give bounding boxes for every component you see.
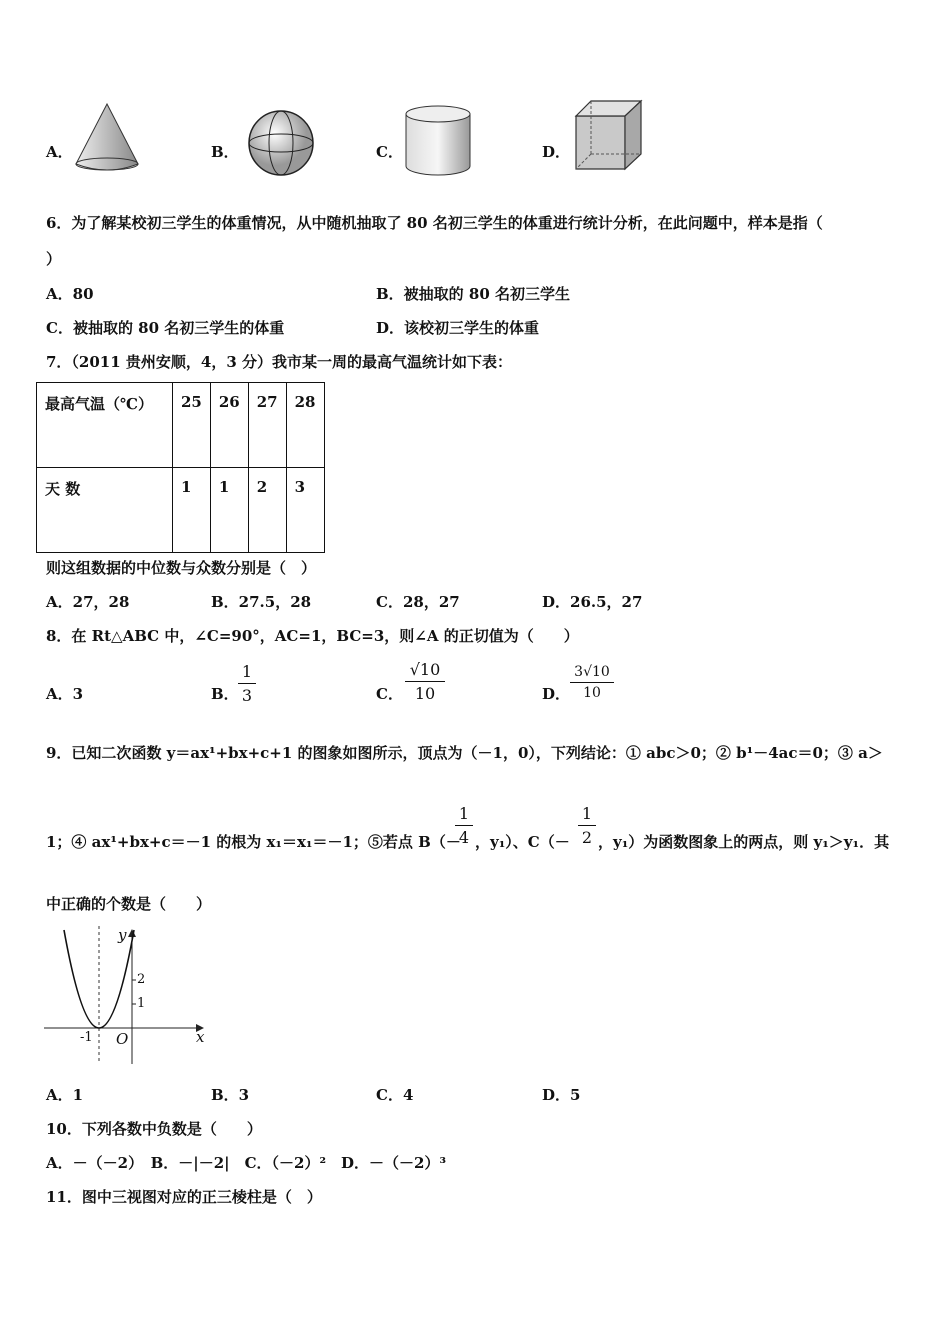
table-cell-temp: 25 (173, 383, 211, 468)
fraction-numerator: 3√10 (574, 664, 610, 680)
graph-x-label: x (196, 1028, 205, 1046)
table-cell-temp: 27 (248, 383, 286, 468)
q9-line2-part1: 1；④ ax¹+bx+c＝－1 的根为 x₁＝x₁＝－1；⑤若点 B（－ (46, 833, 461, 851)
fraction-denominator: 10 (414, 684, 436, 703)
graph-tick-x-minus1: -1 (80, 1030, 93, 1045)
graph-tick-y1: 1 (137, 996, 146, 1011)
q8-option-d-fraction (570, 664, 614, 701)
q7-option-d: D．26.5，27 (542, 593, 643, 611)
q7-option-c: C．28，27 (376, 593, 460, 611)
q6-stem-line1: 6．为了解某校初三学生的体重情况，从中随机抽取了 80 名初三学生的体重进行统计分析，在此问题中，样本是指（ (46, 214, 823, 232)
graph-y-label: y (118, 926, 127, 944)
sphere-figure (245, 108, 317, 178)
table-header-temperature: 最高气温（℃） (37, 383, 173, 468)
q9-line2-part2: ，y₁）、C（－ (475, 833, 570, 851)
fraction-numerator: 1 (458, 804, 470, 823)
table-cell-temp: 26 (210, 383, 248, 468)
table-cell-days: 1 (210, 468, 248, 553)
q5-option-c-label: C． (376, 143, 403, 161)
q9-fraction-half (578, 804, 596, 847)
q9-line3: 中正确的个数是（ ） (46, 895, 212, 913)
fraction-denominator: 10 (583, 685, 601, 701)
q10-options: A．－（－2） B．－|－2| C．（－2）² D．－（－2）³ (46, 1154, 447, 1172)
q5-option-d-label: D． (542, 143, 571, 161)
q8-option-d-label: D． (542, 685, 571, 703)
q6-option-b: B．被抽取的 80 名初三学生 (376, 285, 570, 303)
q6-stem-line2: ） (46, 250, 62, 268)
q8-stem: 8．在 Rt△ABC 中，∠C=90°，AC=1，BC=3，则∠A 的正切值为（ ） (46, 627, 579, 645)
q5-option-b-label: B． (211, 143, 239, 161)
fraction-denominator: 2 (581, 828, 593, 847)
q8-option-a: A．3 (46, 685, 84, 703)
fraction-numerator: √10 (409, 660, 441, 679)
table-cell-days: 1 (173, 468, 211, 553)
graph-origin-label: O (116, 1030, 129, 1048)
table-cell-days: 2 (248, 468, 286, 553)
fraction-denominator: 3 (241, 686, 253, 705)
q7-option-a: A．27，28 (46, 593, 130, 611)
q8-option-b-label: B． (211, 685, 239, 703)
graph-tick-y2: 2 (137, 972, 146, 987)
q6-option-c: C．被抽取的 80 名初三学生的体重 (46, 319, 285, 337)
q8-option-c-label: C． (376, 685, 403, 703)
cube-figure (573, 98, 645, 172)
cone-figure (72, 100, 142, 176)
q7-stem: 7．（2011 贵州安顺，4，3 分）我市某一周的最高气温统计如下表： (46, 353, 513, 371)
q10-stem: 10．下列各数中负数是（ ） (46, 1120, 262, 1138)
q7-question: 则这组数据的中位数与众数分别是（ ） (46, 559, 317, 577)
q9-line2-part3: ，y₁）为函数图象上的两点，则 y₁＞y₁．其 (598, 833, 890, 851)
q9-option-c: C．4 (376, 1086, 414, 1104)
q9-option-d: D．5 (542, 1086, 581, 1104)
q11-stem: 11．图中三视图对应的正三棱柱是（ ） (46, 1188, 322, 1206)
temperature-table (36, 382, 325, 553)
q9-line1: 9．已知二次函数 y＝ax¹+bx+c+1 的图象如图所示，顶点为（－1，0），下列结论：① abc＞0；② b¹－4ac＝0；③ a＞ (46, 744, 883, 762)
q6-option-d: D．该校初三学生的体重 (376, 319, 540, 337)
q9-fraction-quarter (455, 804, 473, 847)
q9-option-b: B．3 (211, 1086, 250, 1104)
table-header-days: 天 数 (37, 468, 173, 553)
table-cell-temp: 28 (286, 383, 324, 468)
fraction-denominator: 4 (458, 828, 470, 847)
fraction-numerator: 1 (581, 804, 593, 823)
q8-option-b-fraction (238, 662, 256, 705)
fraction-numerator: 1 (241, 662, 253, 681)
q9-option-a: A．1 (46, 1086, 84, 1104)
cylinder-figure (403, 104, 473, 178)
table-cell-days: 3 (286, 468, 324, 553)
q5-option-a-label: A． (46, 143, 73, 161)
q7-option-b: B．27.5，28 (211, 593, 312, 611)
q8-option-c-fraction (405, 660, 445, 703)
q6-option-a: A．80 (46, 285, 94, 303)
